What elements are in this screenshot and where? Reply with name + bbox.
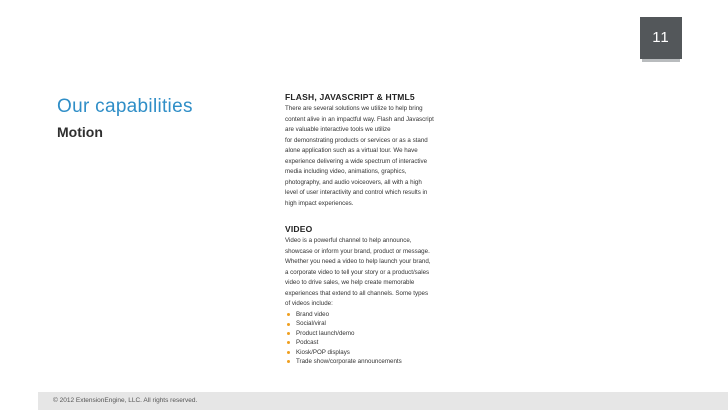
paragraph-line: are valuable interactive tools we utilize [285, 126, 391, 133]
list-item-label: Trade show/corporate announcements [296, 358, 402, 366]
section-paragraph [285, 104, 480, 209]
paragraph-line: video to drive sales, we help create memorable [285, 279, 415, 286]
bullet-icon [287, 360, 290, 363]
page-number-badge: 11 [640, 17, 682, 59]
bullet-icon [287, 341, 290, 344]
section-video [285, 224, 480, 310]
header-band [38, 0, 728, 70]
list-item [287, 348, 402, 357]
list-item-label: Social/viral [296, 320, 326, 328]
paragraph-line: for demonstrating products or services or as a stand [285, 136, 428, 144]
paragraph-line: high impact experiences. [285, 199, 354, 207]
page-title: Our capabilities [57, 96, 193, 117]
paragraph-line: experience delivering a wide spectrum of interactive [285, 157, 428, 165]
paragraph-line: experiences that extend to all channels. Some types [285, 289, 429, 297]
footer-bar [38, 392, 728, 410]
list-item [287, 319, 402, 328]
paragraph-line: of videos include: [285, 300, 333, 307]
paragraph-line: There are several solutions we utilize to help bring [285, 105, 423, 112]
list-item-label: Podcast [296, 339, 319, 347]
paragraph-line: alone application such as a virtual tour. We have [285, 147, 418, 154]
list-item-label: Kiosk/POP displays [296, 348, 350, 356]
bullet-icon [287, 351, 290, 354]
section-flash [285, 92, 480, 209]
list-item [287, 310, 402, 319]
section-paragraph [285, 236, 480, 310]
list-item [287, 338, 402, 347]
paragraph-line: content alive in an impactful way. Flash and Javascript [285, 115, 434, 123]
copyright-text: © 2012 ExtensionEngine, LLC. All rights reserved. [53, 397, 198, 404]
section-heading: FLASH, JAVASCRIPT & HTML5 [285, 92, 415, 102]
paragraph-line: photography, and audio voiceovers, all with a high [285, 178, 422, 186]
bullet-icon [287, 323, 290, 326]
paragraph-line: Video is a powerful channel to help announce, [285, 237, 412, 244]
paragraph-line: Whether you need a video to help launch your brand, [285, 258, 431, 265]
page-subtitle: Motion [57, 124, 103, 140]
bullet-icon [287, 332, 290, 335]
paragraph-line: level of user interactivity and control which results in [285, 189, 428, 196]
list-item [287, 357, 402, 366]
list-item [287, 329, 402, 338]
paragraph-line: a corporate video to tell your story or a product/sales [285, 268, 430, 276]
video-types-list [287, 310, 402, 366]
bullet-icon [287, 313, 290, 316]
paragraph-line: media including video, animations, graphics, [285, 168, 407, 175]
paragraph-line: showcase or inform your brand, product or message. [285, 247, 430, 255]
list-item-label: Brand video [296, 311, 330, 318]
section-heading: VIDEO [285, 224, 313, 234]
list-item-label: Product launch/demo [296, 329, 355, 337]
